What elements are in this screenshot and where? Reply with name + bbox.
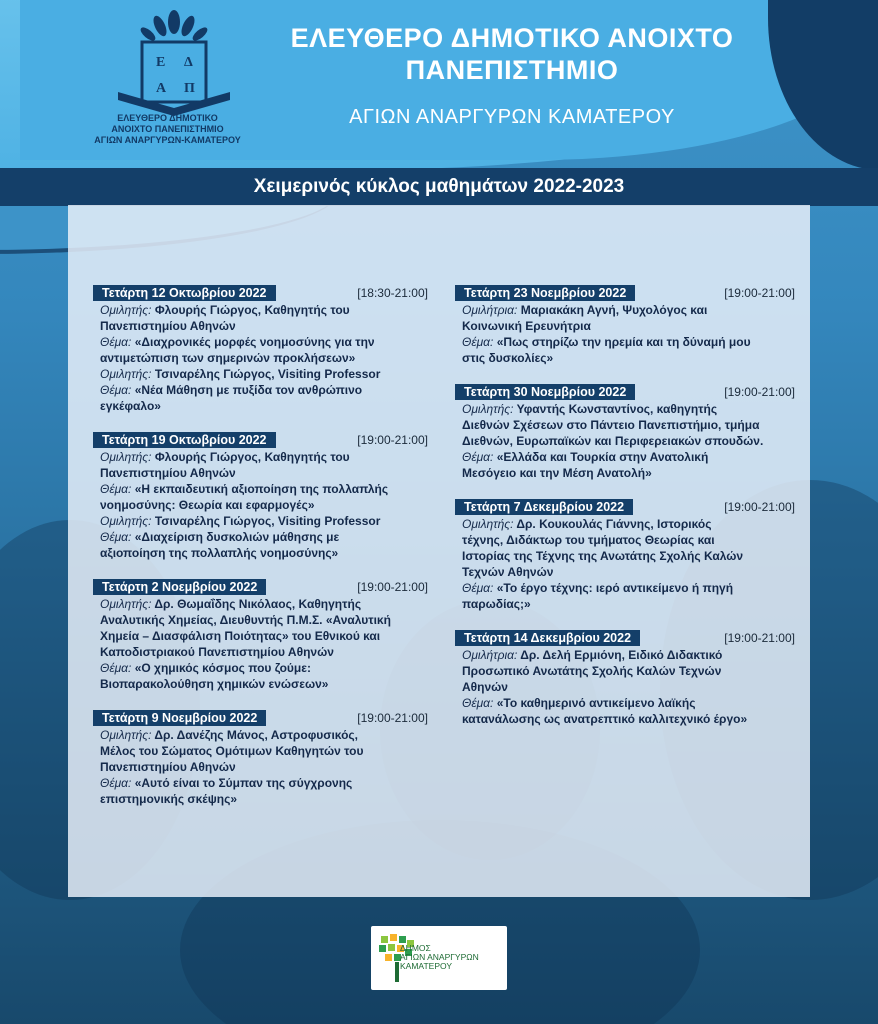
event-line-text: «Το καθημερινό αντικείμενο λαϊκής bbox=[496, 696, 696, 710]
event-entry bbox=[93, 710, 428, 807]
event-line bbox=[455, 465, 795, 481]
event-line-text: Δρ. Θωμαΐδης Νικόλαος, Καθηγητής bbox=[154, 597, 362, 611]
event-line-text: «Διαχρονικές μορφές νοημοσύνης για την bbox=[134, 335, 375, 349]
event-line-text: Τεχνών Αθηνών bbox=[462, 565, 554, 579]
event-line-text: Φλουρής Γιώργος, Καθηγητής του bbox=[154, 450, 350, 464]
event-line-text: στις δυσκολίες» bbox=[462, 351, 554, 365]
event-line-text: τέχνης, Διδάκτωρ του τμήματος Θεωρίας και bbox=[462, 533, 715, 547]
logo-letter: Α bbox=[156, 81, 167, 96]
event-line-text: κατανάλωσης ως ανατρεπτικό καλλιτεχνικό έργο» bbox=[462, 712, 748, 726]
event-line bbox=[93, 743, 428, 759]
event-line bbox=[455, 564, 795, 580]
event-date: Τετάρτη 14 Δεκεμβρίου 2022 bbox=[455, 630, 640, 646]
event-line-label: Ομιλητής: bbox=[100, 728, 152, 742]
event-line bbox=[93, 366, 428, 382]
event-line bbox=[455, 516, 795, 532]
event-line bbox=[455, 318, 795, 334]
event-line bbox=[93, 775, 428, 791]
event-line bbox=[93, 481, 428, 497]
event-line-label: Ομιλητής: bbox=[100, 450, 152, 464]
event-date: Τετάρτη 2 Νοεμβρίου 2022 bbox=[93, 579, 266, 595]
event-line-text: αντιμετώπιση των σημερινών προκλήσεων» bbox=[100, 351, 356, 365]
event-line bbox=[93, 612, 428, 628]
event-line-text: Πανεπιστημίου Αθηνών bbox=[100, 760, 236, 774]
event-date: Τετάρτη 30 Νοεμβρίου 2022 bbox=[455, 384, 635, 400]
event-line-text: Φλουρής Γιώργος, Καθηγητής του bbox=[154, 303, 350, 317]
event-line-text: «Διαχείριση δυσκολιών μάθησης με bbox=[134, 530, 340, 544]
event-line bbox=[93, 644, 428, 660]
event-line bbox=[455, 302, 795, 318]
event-line-text: «Η εκπαιδευτική αξιοποίηση της πολλαπλής bbox=[134, 482, 389, 496]
event-line bbox=[455, 449, 795, 465]
event-line-text: Χημεία – Διασφάλιση Ποιότητας» του Εθνικού και bbox=[100, 629, 381, 643]
event-date: Τετάρτη 12 Οκτωβρίου 2022 bbox=[93, 285, 276, 301]
event-line-label: Θέμα: bbox=[100, 776, 132, 790]
event-line-label: Ομιλητής: bbox=[462, 402, 514, 416]
event-line-text: Ιστορίας της Τέχνης της Ανωτάτης Σχολής Καλών bbox=[462, 549, 744, 563]
event-line-text: Κοινωνική Ερευνήτρια bbox=[462, 319, 591, 333]
event-line-text: Διεθνών Σχέσεων στο Πάντειο Πανεπιστήμιο, τμήμα bbox=[462, 418, 760, 432]
event-line bbox=[93, 759, 428, 775]
event-line-text: παρωδίας;» bbox=[462, 597, 531, 611]
event-line-label: Ομιλήτρια: bbox=[462, 648, 518, 662]
event-line-text: Καποδιστριακού Πανεπιστημίου Αθηνών bbox=[100, 645, 334, 659]
event-line-text: Πανεπιστημίου Αθηνών bbox=[100, 466, 236, 480]
event-line bbox=[93, 545, 428, 561]
event-line bbox=[455, 350, 795, 366]
page-title: ΕΛΕΥΘΕΡΟ ΔΗΜΟΤΙΚΟ ΑΝΟΙΧΤΟ ΠΑΝΕΠΙΣΤΗΜΙΟ bbox=[290, 23, 734, 85]
event-line-text: αξιοποίηση της πολλαπλής νοημοσύνης» bbox=[100, 546, 339, 560]
event-line bbox=[455, 679, 795, 695]
event-line-text: Αναλυτικής Χημείας, Διευθυντής Π.Μ.Σ. «Αναλυτική bbox=[100, 613, 391, 627]
event-line-label: Ομιλητής: bbox=[100, 303, 152, 317]
event-date: Τετάρτη 9 Νοεμβρίου 2022 bbox=[93, 710, 266, 726]
event-line-text: Διεθνών, Ευρωπαϊκών και Περιφερειακών σπουδών. bbox=[462, 434, 764, 448]
event-line-text: Μεσόγειο και την Μέση Ανατολή» bbox=[462, 466, 652, 480]
logo-letter: Π bbox=[184, 81, 195, 96]
event-line-label: Ομιλητής: bbox=[100, 597, 152, 611]
event-line-label: Ομιλητής: bbox=[462, 517, 514, 531]
event-line bbox=[93, 529, 428, 545]
event-line-text: Πανεπιστημίου Αθηνών bbox=[100, 319, 236, 333]
event-line-text: «Πως στηρίζω την ηρεμία και τη δύναμή μου bbox=[496, 335, 751, 349]
event-line bbox=[93, 596, 428, 612]
event-line bbox=[93, 334, 428, 350]
event-line-label: Ομιλήτρια: bbox=[462, 303, 518, 317]
event-header bbox=[93, 710, 428, 726]
event-line bbox=[93, 350, 428, 366]
event-header bbox=[455, 384, 795, 400]
event-header bbox=[93, 579, 428, 595]
event-line-text: Δρ. Κουκουλάς Γιάννης, Ιστορικός bbox=[516, 517, 712, 531]
event-line bbox=[93, 727, 428, 743]
event-time: [18:30-21:00] bbox=[357, 286, 428, 300]
event-line bbox=[455, 401, 795, 417]
event-entry bbox=[455, 285, 795, 366]
event-time: [19:00-21:00] bbox=[357, 580, 428, 594]
event-line bbox=[93, 497, 428, 513]
event-entry bbox=[455, 384, 795, 481]
schedule-column-left bbox=[93, 285, 428, 825]
event-line bbox=[455, 580, 795, 596]
event-line bbox=[93, 465, 428, 481]
event-line bbox=[93, 382, 428, 398]
event-line bbox=[455, 532, 795, 548]
event-time: [19:00-21:00] bbox=[724, 286, 795, 300]
event-line-text: Βιοπαρακολούθηση χημικών ενώσεων» bbox=[100, 677, 329, 691]
event-header bbox=[455, 499, 795, 515]
municipality-logo-text: ΔΗΜΟΣ ΑΓΙΩΝ ΑΝΑΡΓΥΡΩΝ ΚΑΜΑΤΕΡΟΥ bbox=[400, 943, 479, 971]
event-entry bbox=[455, 499, 795, 612]
page-subtitle: ΑΓΙΩΝ ΑΝΑΡΓΥΡΩΝ ΚΑΜΑΤΕΡΟΥ bbox=[349, 106, 675, 128]
event-line-label: Θέμα: bbox=[100, 482, 132, 496]
event-line-text: εγκέφαλο» bbox=[100, 399, 161, 413]
event-line-text: Αθηνών bbox=[462, 680, 508, 694]
event-entry bbox=[93, 285, 428, 414]
event-line-label: Ομιλητής: bbox=[100, 514, 152, 528]
event-header bbox=[93, 285, 428, 301]
event-line-label: Θέμα: bbox=[100, 383, 132, 397]
event-line-text: Μαριακάκη Αγνή, Ψυχολόγος και bbox=[520, 303, 708, 317]
schedule-column-right bbox=[455, 285, 795, 745]
event-header bbox=[455, 630, 795, 646]
event-line bbox=[455, 417, 795, 433]
event-line-text: «Ελλάδα και Τουρκία στην Ανατολική bbox=[496, 450, 709, 464]
event-line-text: «Αυτό είναι το Σύμπαν της σύγχρονης bbox=[134, 776, 353, 790]
event-line bbox=[93, 449, 428, 465]
event-line-label: Θέμα: bbox=[462, 696, 494, 710]
logo-caption: ΕΛΕΥΘΕΡΟ ΔΗΜΟΤΙΚΟ ΑΝΟΙΧΤΟ ΠΑΝΕΠΙΣΤΗΜΙΟ ΑΓΙΩΝ ΑΝΑΡΓΥΡΩΝ-ΚΑΜΑΤΕΡΟΥ bbox=[94, 113, 241, 145]
event-line bbox=[93, 791, 428, 807]
event-time: [19:00-21:00] bbox=[357, 711, 428, 725]
event-time: [19:00-21:00] bbox=[724, 500, 795, 514]
event-time: [19:00-21:00] bbox=[357, 433, 428, 447]
event-line bbox=[93, 676, 428, 692]
event-line-label: Θέμα: bbox=[100, 335, 132, 349]
event-date: Τετάρτη 19 Οκτωβρίου 2022 bbox=[93, 432, 276, 448]
event-line bbox=[455, 433, 795, 449]
event-line-text: «Το έργο τέχνης: ιερό αντικείμενο ή πηγή bbox=[496, 581, 734, 595]
event-time: [19:00-21:00] bbox=[724, 385, 795, 399]
event-line bbox=[455, 663, 795, 679]
event-line-text: Μέλος του Σώματος Ομότιμων Καθηγητών του bbox=[100, 744, 364, 758]
event-line bbox=[93, 398, 428, 414]
event-line bbox=[455, 548, 795, 564]
event-line bbox=[455, 695, 795, 711]
event-line-text: Τσιναρέλης Γιώργος, Visiting Professor bbox=[154, 367, 381, 381]
event-line-label: Θέμα: bbox=[462, 450, 494, 464]
event-line-text: νοημοσύνης: Θεωρία και εφαρμογές» bbox=[100, 498, 315, 512]
event-header bbox=[455, 285, 795, 301]
event-line-text: Προσωπικό Ανωτάτης Σχολής Καλών Τεχνών bbox=[462, 664, 722, 678]
event-line bbox=[93, 318, 428, 334]
event-entry bbox=[455, 630, 795, 727]
event-line-label: Θέμα: bbox=[462, 335, 494, 349]
event-line-text: Τσιναρέλης Γιώργος, Visiting Professor bbox=[154, 514, 381, 528]
event-line bbox=[93, 660, 428, 676]
event-line bbox=[455, 647, 795, 663]
event-time: [19:00-21:00] bbox=[724, 631, 795, 645]
event-line-text: Δρ. Δελή Ερμιόνη, Ειδικό Διδακτικό bbox=[520, 648, 723, 662]
event-date: Τετάρτη 7 Δεκεμβρίου 2022 bbox=[455, 499, 633, 515]
event-entry bbox=[93, 432, 428, 561]
event-line bbox=[93, 513, 428, 529]
event-line-text: Δρ. Δανέζης Μάνος, Αστροφυσικός, bbox=[154, 728, 358, 742]
event-line-label: Ομιλητής: bbox=[100, 367, 152, 381]
event-line-text: επιστημονικής σκέψης» bbox=[100, 792, 237, 806]
event-line bbox=[93, 302, 428, 318]
logo-letter: Ε bbox=[156, 55, 166, 70]
season-title: Χειμερινός κύκλος μαθημάτων 2022-2023 bbox=[253, 176, 625, 197]
logo-letter: Δ bbox=[184, 55, 193, 70]
event-line bbox=[93, 628, 428, 644]
event-line-label: Θέμα: bbox=[462, 581, 494, 595]
event-header bbox=[93, 432, 428, 448]
event-line-text: «Νέα Μάθηση με πυξίδα τον ανθρώπινο bbox=[134, 383, 363, 397]
event-line bbox=[455, 596, 795, 612]
event-line-text: «Ο χημικός κόσμος που ζούμε: bbox=[134, 661, 311, 675]
event-entry bbox=[93, 579, 428, 692]
event-line bbox=[455, 711, 795, 727]
event-date: Τετάρτη 23 Νοεμβρίου 2022 bbox=[455, 285, 635, 301]
event-line-label: Θέμα: bbox=[100, 661, 132, 675]
event-line-text: Υφαντής Κωνσταντίνος, καθηγητής bbox=[516, 402, 718, 416]
event-line-label: Θέμα: bbox=[100, 530, 132, 544]
event-line bbox=[455, 334, 795, 350]
